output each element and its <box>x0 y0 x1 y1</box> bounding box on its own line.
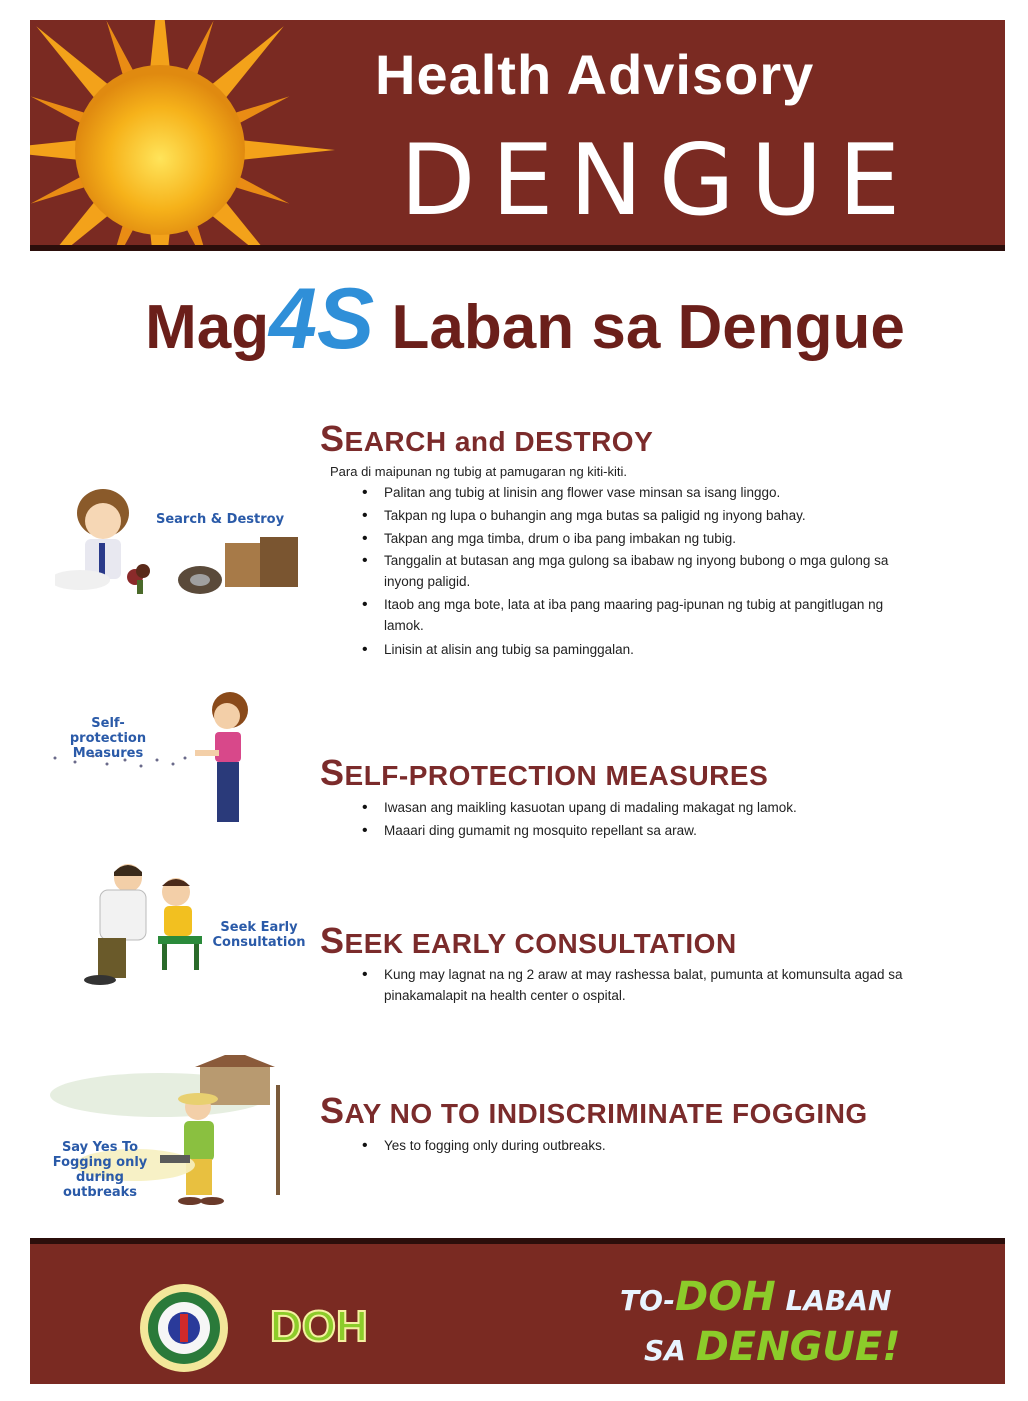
doh-logo-text: DOH <box>270 1302 368 1351</box>
section-title: SAY NO TO INDISCRIMINATE FOGGING <box>320 1090 868 1131</box>
header-dengue: DENGUE <box>400 124 917 238</box>
doh-seal-icon <box>138 1282 230 1374</box>
search-destroy-illustration <box>55 485 315 605</box>
self-protection-label: Self-protection Measures <box>69 716 147 761</box>
main-title <box>60 270 990 369</box>
list-item: • Itaob ang mga bote, lata at iba pang maaring pag-ipunan ng tubig at pangitlugan ng lamok. <box>384 594 914 638</box>
bullet-list <box>320 796 1000 842</box>
list-item: • Kung may lagnat na ng 2 araw at may rashessa balat, pumunta at komunsulta agad sa pinakamalapit na health center o ospital. <box>384 964 914 1008</box>
fogging-label: Say Yes To Fogging only during outbreaks <box>52 1140 148 1200</box>
header-title: Health Advisory <box>375 43 815 106</box>
section-consultation <box>320 920 1000 1008</box>
consultation-label: Seek Early Consultation <box>212 920 306 950</box>
list-item: • Yes to fogging only during outbreaks. <box>384 1134 1000 1157</box>
section-fogging <box>320 1090 1000 1157</box>
self-protection-illustration <box>45 690 275 840</box>
section-title: SELF-PROTECTION MEASURES <box>320 752 769 793</box>
main-title-suffix: Laban sa Dengue <box>391 293 905 362</box>
bullet-list <box>320 964 1000 1008</box>
list-item: • Linisin at alisin ang tubig sa paminggalan. <box>384 638 1000 661</box>
list-item: • Takpan ang mga timba, drum o iba pang imbakan ng tubig. <box>384 527 1000 550</box>
section-title: SEEK EARLY CONSULTATION <box>320 920 737 961</box>
main-title-prefix: Mag <box>145 293 270 362</box>
section-intro: Para di maipunan ng tubig at pamugaran ng kiti-kiti. <box>330 464 628 479</box>
list-item: • Iwasan ang maikling kasuotan upang di madaling makagat ng lamok. <box>384 796 1000 819</box>
footer-slogan: TO-DOH LABAN SA DENGUE! <box>620 1274 901 1370</box>
footer-banner <box>30 1238 1005 1384</box>
bullet-list <box>320 481 1000 661</box>
search-destroy-label: Search & Destroy <box>155 512 285 527</box>
list-item: • Tanggalin at butasan ang mga gulong sa ibabaw ng inyong bubong o mga gulong sa inyong paligid. <box>384 550 924 594</box>
main-title-4s: 4S <box>269 271 375 367</box>
section-title: SEARCH and DESTROY <box>320 418 654 459</box>
list-item: • Maaari ding gumamit ng mosquito repellant sa araw. <box>384 819 1000 842</box>
section-search-destroy <box>320 418 1000 661</box>
header-banner <box>30 20 1005 251</box>
bullet-list <box>320 1134 1000 1157</box>
sun-icon <box>30 20 390 251</box>
section-self-protection <box>320 752 1000 842</box>
list-item: • Takpan ng lupa o buhangin ang mga butas sa paligid ng inyong bahay. <box>384 504 1000 527</box>
list-item: • Palitan ang tubig at linisin ang flower vase minsan sa isang linggo. <box>384 481 1000 504</box>
